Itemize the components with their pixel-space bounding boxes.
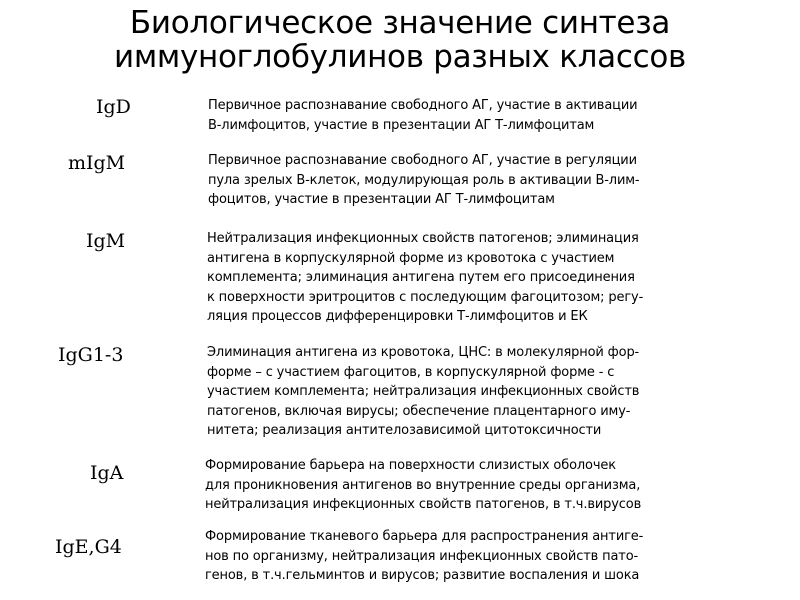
description-line: Первичное распознавание свободного АГ, участие в регуляции <box>208 153 637 168</box>
slide-title-line-2: иммуноглобулинов разных классов <box>113 39 686 75</box>
class-label-iga: IgA <box>90 462 124 484</box>
class-label-igm: IgM <box>86 230 126 252</box>
description-line: нов по организму, нейтрализация инфекционных свойств пато- <box>205 548 639 564</box>
class-label-igd: IgD <box>96 96 131 118</box>
description-line: Формирование тканевого барьера для распространения антиге- <box>205 529 644 544</box>
class-description-igg1-3 <box>207 343 687 441</box>
description-line: пула зрелых В-клеток, модулирующая роль в активации В-лим- <box>208 172 640 188</box>
description-line: патогенов, включая вирусы; обеспечение плацентарного иму- <box>207 403 631 419</box>
description-line: антигена в корпускулярной форме из кровотока с участием <box>207 250 615 266</box>
slide-title-line-1: Биологическое значение синтеза <box>129 5 671 41</box>
description-line: ляция процессов дифференцировки Т-лимфоцитов и ЕК <box>207 309 588 324</box>
description-line: комплемента; элиминация антигена путем его присоединения <box>207 270 635 285</box>
class-label-migm: mIgM <box>68 152 126 174</box>
description-line: Элиминация антигена из кровотока, ЦНС: в молекулярной фор- <box>207 345 640 360</box>
slide-title <box>0 6 800 74</box>
class-label-igg1-3: IgG1-3 <box>58 344 124 366</box>
description-line: участием комплемента; нейтрализация инфекционных свойств <box>207 384 640 399</box>
description-line: Нейтрализация инфекционных свойств патогенов; элиминация <box>207 231 639 246</box>
description-line: генов, в т.ч.гельминтов и вирусов; развитие воспаления и шока <box>205 568 640 583</box>
class-description-migm <box>208 151 688 210</box>
description-line: нитета; реализация антителозависимой цитотоксичности <box>207 423 602 438</box>
description-line: нейтрализация инфекционных свойств патогенов, в т.ч.вирусов <box>205 497 642 512</box>
description-line: Первичное распознавание свободного АГ, участие в активации <box>208 98 638 113</box>
class-label-ige-g4: IgE,G4 <box>55 536 122 558</box>
description-line: для проникновения антигенов во внутренние среды организма, <box>205 477 641 493</box>
description-line: форме – с участием фагоцитов, в корпускулярной форме - с <box>207 364 615 380</box>
description-line: Формирование барьера на поверхности слизистых оболочек <box>205 458 616 473</box>
class-description-ige-g4 <box>205 527 685 586</box>
class-description-igm <box>207 229 687 327</box>
description-line: В-лимфоцитов, участие в презентации АГ Т-лимфоцитам <box>208 117 595 133</box>
class-description-iga <box>205 456 685 515</box>
description-line: фоцитов, участие в презентации АГ Т-лимфоцитам <box>208 192 555 207</box>
description-line: к поверхности эритроцитов с последующим фагоцитозом; регу- <box>207 289 644 305</box>
class-description-igd <box>208 96 688 135</box>
